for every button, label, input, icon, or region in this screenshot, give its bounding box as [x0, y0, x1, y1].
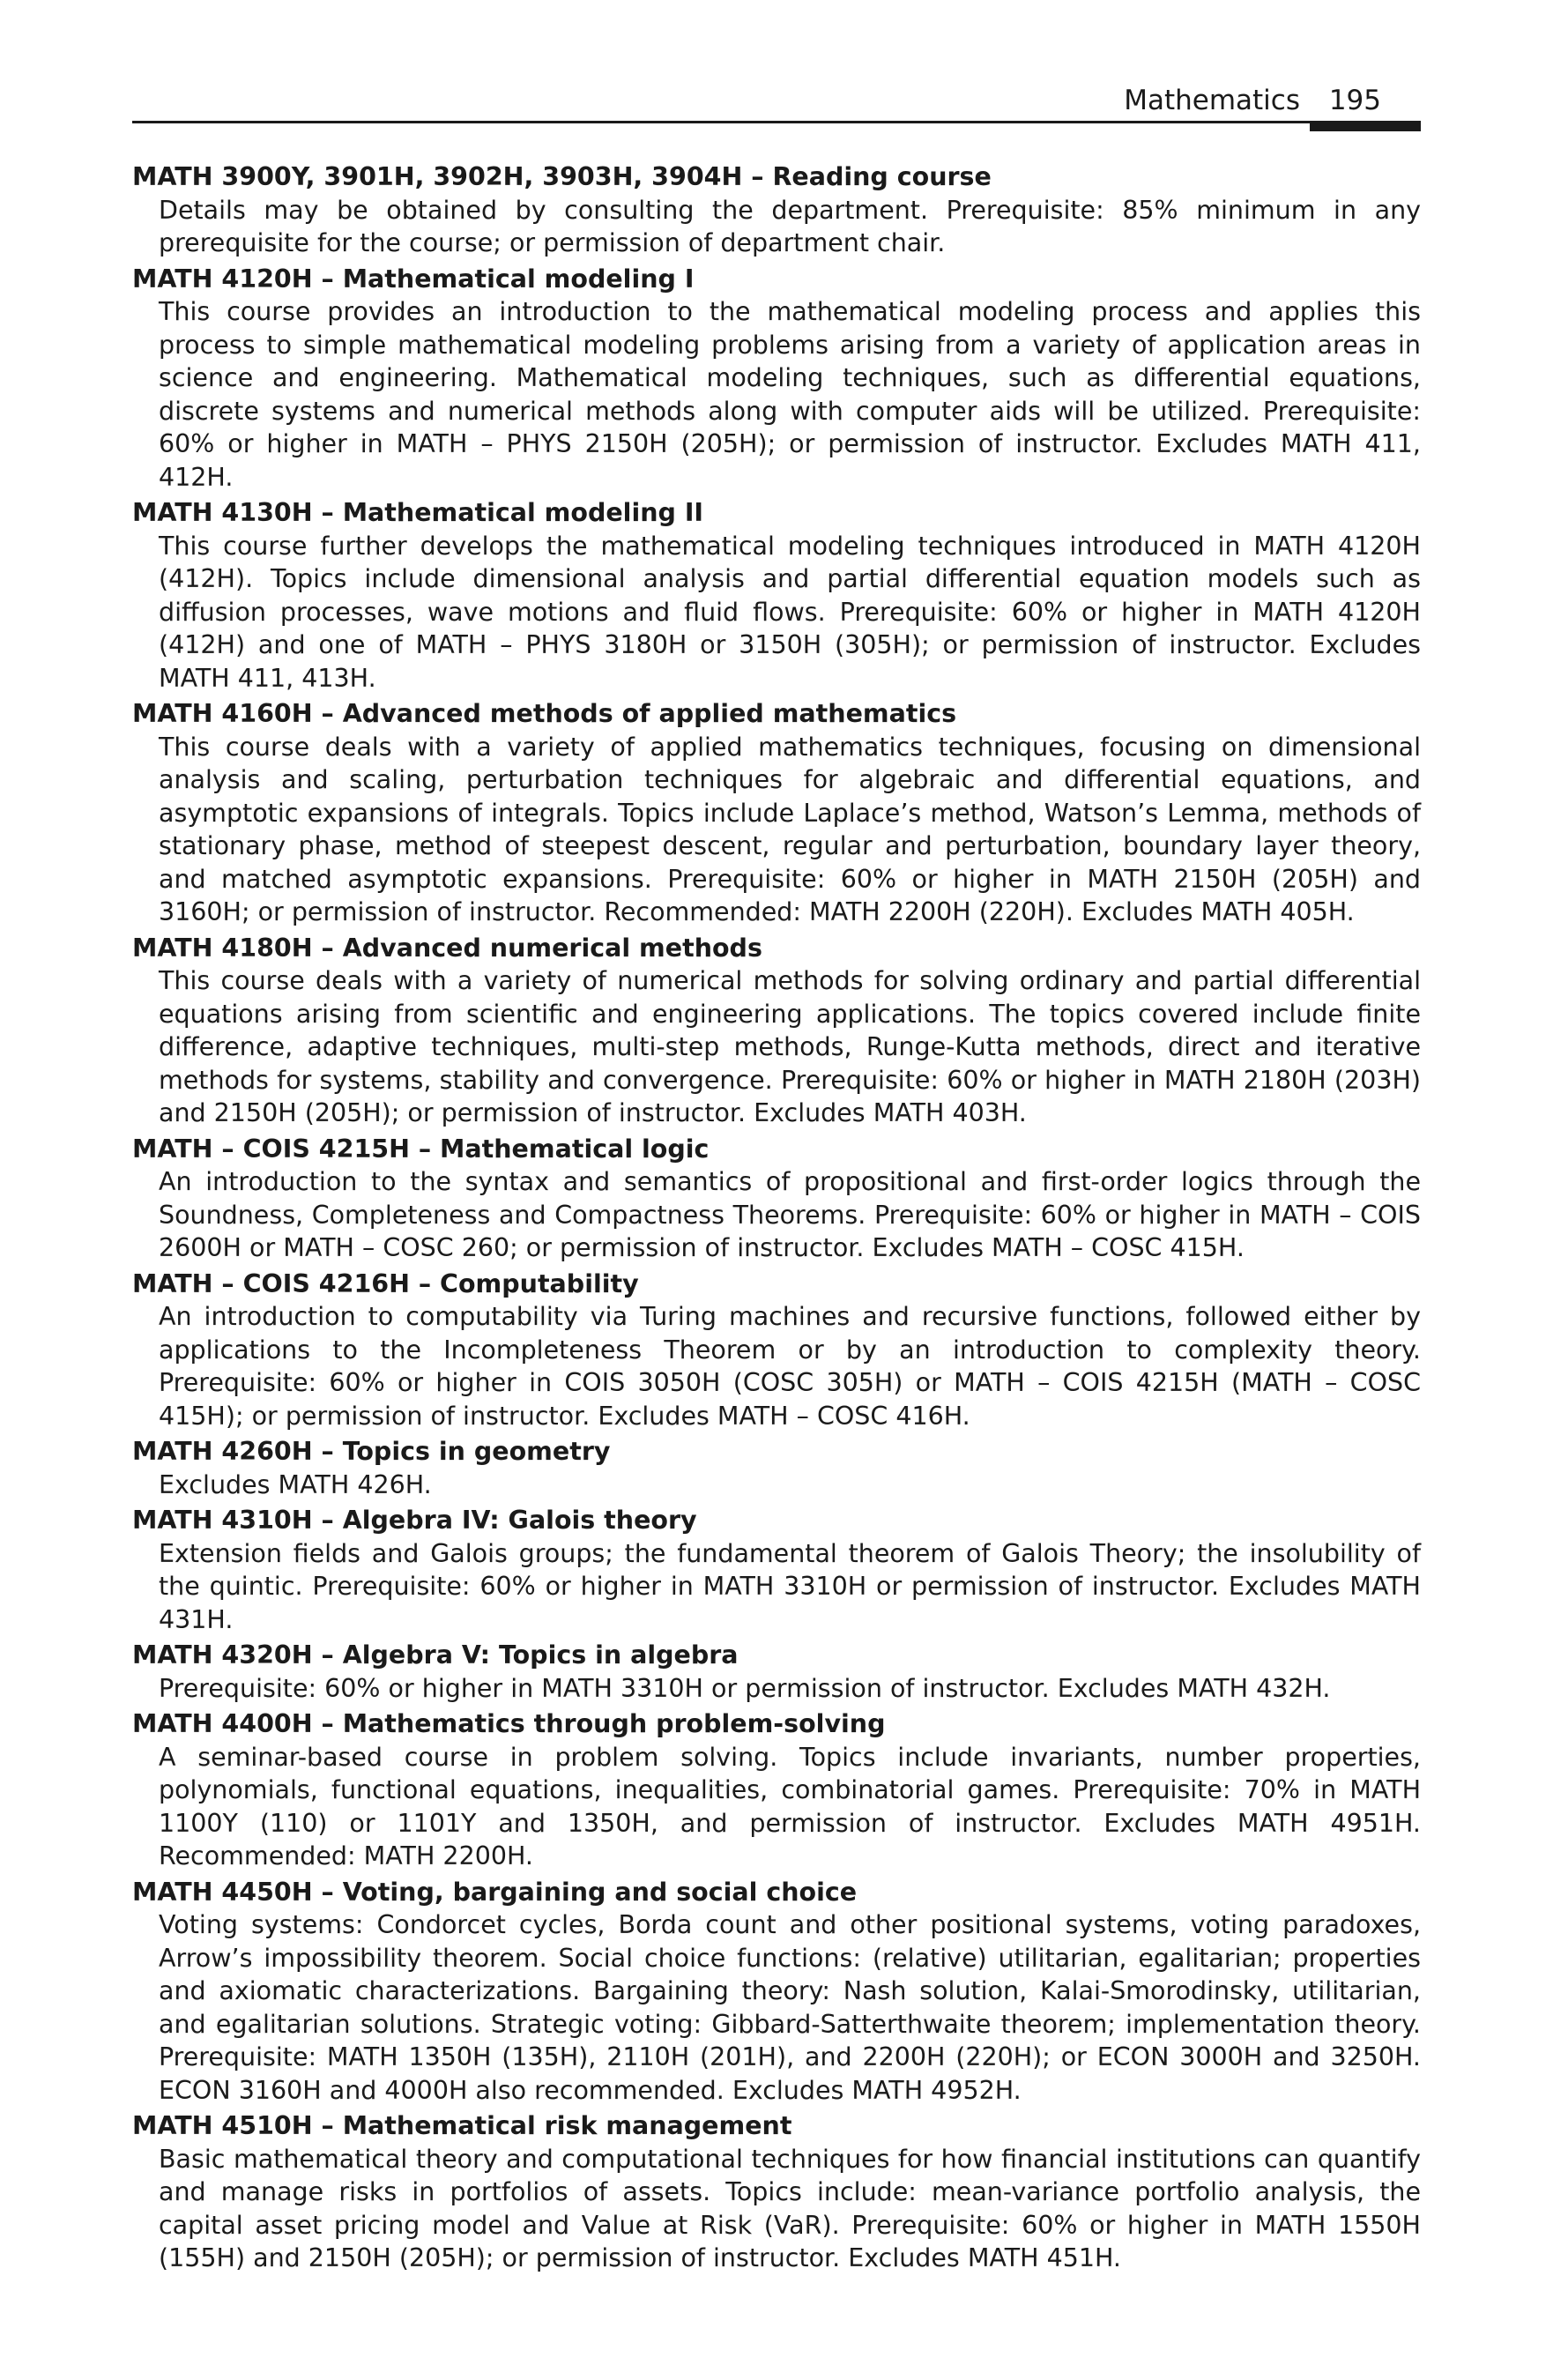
course-description: This course deals with a variety of numerical methods for solving ordinary and partial differential equations arising from scientific and engineering applications. The topics covered include finite difference, adaptive techniques, multi-step methods, Runge-Kutta methods, direct and iterative methods for systems, stability and convergence. Prerequisite: 60% or higher in MATH 2180H (203H) and 2150H (205H); or permission of instructor. Excludes MATH 403H. [159, 966, 1421, 1127]
course-entry [132, 1707, 1421, 1873]
course-description: An introduction to computability via Turing machines and recursive functions, followed either by applications to the Incompleteness Theorem or by an introduction to complexity theory. Prerequisite: 60% or higher in COIS 3050H (COSC 305H) or MATH – COIS 4215H (MATH – COSC 415H); or permission of instructor. Excludes MATH – COSC 416H. [159, 1302, 1421, 1431]
course-title: MATH 4320H – Algebra V: Topics in algebra [132, 1640, 739, 1670]
course-entry [132, 496, 1421, 695]
running-header [132, 81, 1421, 120]
course-list [132, 160, 1421, 2278]
course-title: MATH – COIS 4215H – Mathematical logic [132, 1134, 710, 1164]
course-entry [132, 932, 1421, 1130]
course-description: This course provides an introduction to the mathematical modeling process and applies this process to simple mathematical modeling problems arising from a variety of application areas in science and engineering. Mathematical modeling techniques, such as differential equations, discrete systems and numerical methods along with computer aids will be utilized. Prerequisite: 60% or higher in MATH – PHYS 2150H (205H); or permission of instructor. Excludes MATH 411, 412H. [159, 297, 1421, 492]
header-section-title: Mathematics [1124, 85, 1300, 116]
course-title: MATH 3900Y, 3901H, 3902H, 3903H, 3904H – Reading course [132, 162, 992, 191]
course-title: MATH 4160H – Advanced methods of applied mathematics [132, 699, 957, 728]
course-title: MATH 4400H – Mathematics through problem-solving [132, 1709, 886, 1738]
course-title: MATH 4130H – Mathematical modeling II [132, 498, 704, 527]
course-description: An introduction to the syntax and semantics of propositional and first-order logics through the Soundness, Completeness and Compactness Theorems. Prerequisite: 60% or higher in MATH – COIS 2600H or MATH – COSC 260; or permission of instructor. Excludes MATH – COSC 415H. [159, 1167, 1421, 1262]
course-entry [132, 697, 1421, 929]
course-description: A seminar-based course in problem solving. Topics include invariants, number properties, polynomials, functional equations, inequalities, combinatorial games. Prerequisite: 70% in MATH 1100Y (110) or 1101Y and 1350H, and permission of instructor. Excludes MATH 4951H. Recommended: MATH 2200H. [159, 1742, 1421, 1871]
header-rule [132, 121, 1421, 123]
course-description: Basic mathematical theory and computational techniques for how financial institutions can quantify and manage risks in portfolios of assets. Topics include: mean-variance portfolio analysis, the capital asset pricing model and Value at Risk (VaR). Prerequisite: 60% or higher in MATH 1550H (155H) and 2150H (205H); or permission of instructor. Excludes MATH 451H. [159, 2144, 1421, 2272]
course-title: MATH 4260H – Topics in geometry [132, 1437, 611, 1466]
course-entry [132, 1639, 1421, 1705]
course-title: MATH 4510H – Mathematical risk management [132, 2111, 792, 2140]
course-title: MATH 4180H – Advanced numerical methods [132, 933, 762, 963]
course-description: Voting systems: Condorcet cycles, Borda count and other positional systems, voting paradoxes, Arrow’s impossibility theorem. Social choice functions: (relative) utilitarian, egalitarian; properties and axiomatic characterizations. Bargaining theory: Nash solution, Kalai-Smorodinsky, utilitarian, and egalitarian solutions. Strategic voting: Gibbard-Satterthwaite theorem; implementation theory. Prerequisite: MATH 1350H (135H), 2110H (201H), and 2200H (220H); or ECON 3000H and 3250H. ECON 3160H and 4000H also recommended. Excludes MATH 4952H. [159, 1910, 1421, 2105]
course-entry [132, 1133, 1421, 1265]
course-entry [132, 1435, 1421, 1501]
header-tab-bar [1310, 121, 1421, 131]
course-title: MATH 4450H – Voting, bargaining and social choice [132, 1877, 858, 1907]
header-page-number: 195 [1328, 85, 1381, 116]
course-entry [132, 1876, 1421, 2108]
course-entry [132, 2109, 1421, 2275]
course-title: MATH 4120H – Mathematical modeling I [132, 264, 695, 294]
course-title: MATH – COIS 4216H – Computability [132, 1268, 639, 1298]
course-entry [132, 1504, 1421, 1636]
course-description: Prerequisite: 60% or higher in MATH 3310H or permission of instructor. Excludes MATH 432H. [159, 1673, 1331, 1703]
course-description: Extension fields and Galois groups; the fundamental theorem of Galois Theory; the insolubility of the quintic. Prerequisite: 60% or higher in MATH 3310H or permission of instructor. Excludes MATH 431H. [159, 1538, 1421, 1634]
course-entry [132, 160, 1421, 260]
course-description: Details may be obtained by consulting the department. Prerequisite: 85% minimum in any prerequisite for the course; or permission of department chair. [159, 195, 1421, 257]
course-entry [132, 263, 1421, 495]
course-entry [132, 1268, 1421, 1433]
course-description: This course deals with a variety of applied mathematics techniques, focusing on dimensional analysis and scaling, perturbation techniques for algebraic and differential equations, and asymptotic expansions of integrals. Topics include Laplace’s method, Watson’s Lemma, methods of stationary phase, method of steepest descent, regular and perturbation, boundary layer theory, and matched asymptotic expansions. Prerequisite: 60% or higher in MATH 2150H (205H) and 3160H; or permission of instructor. Recommended: MATH 2200H (220H). Excludes MATH 405H. [159, 732, 1421, 926]
course-description: This course further develops the mathematical modeling techniques introduced in MATH 4120H (412H). Topics include dimensional analysis and partial differential equation models such as diffusion processes, wave motions and fluid flows. Prerequisite: 60% or higher in MATH 4120H (412H) and one of MATH – PHYS 3180H or 3150H (305H); or permission of instructor. Excludes MATH 411, 413H. [159, 531, 1421, 693]
course-title: MATH 4310H – Algebra IV: Galois theory [132, 1506, 697, 1535]
course-description: Excludes MATH 426H. [159, 1469, 432, 1499]
